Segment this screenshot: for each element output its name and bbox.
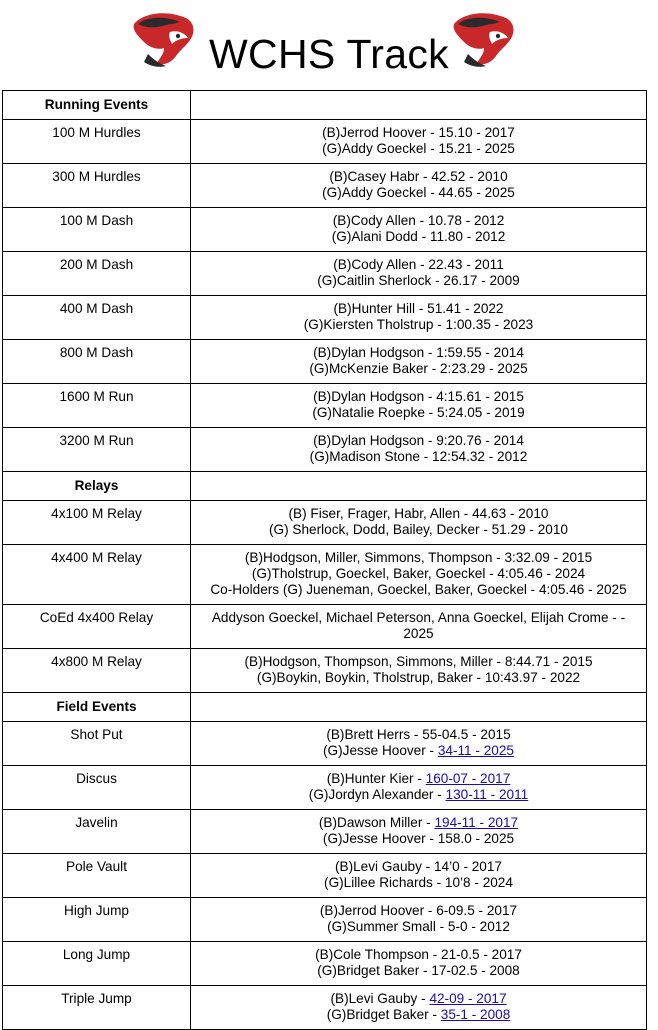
record-text: (G)Natalie Roepke - 5:24.05 - 2019 [312, 405, 525, 420]
record-line [195, 522, 642, 538]
record-line [195, 169, 642, 185]
record-text: Addyson Goeckel, Michael Peterson, Anna Goeckel, Elijah Crome - - [211, 610, 626, 625]
event-name: 400 M Dash [3, 296, 191, 340]
section-header-row [3, 91, 647, 120]
record-cell [191, 942, 647, 986]
record-line [195, 213, 642, 229]
record-line [195, 361, 642, 377]
record-cell [191, 208, 647, 252]
record-cell [191, 898, 647, 942]
event-name: 100 M Dash [3, 208, 191, 252]
record-line [195, 185, 642, 201]
section-title: Running Events [3, 91, 191, 120]
records-table-body [3, 91, 647, 1030]
section-header-row [3, 693, 647, 722]
record-line [195, 903, 642, 919]
record-mark-link[interactable]: 194-11 - 2017 [434, 815, 519, 830]
record-cell [191, 605, 647, 649]
record-cell [191, 120, 647, 164]
table-row [3, 164, 647, 208]
record-line [195, 273, 642, 289]
table-row [3, 501, 647, 545]
event-name: 4x800 M Relay [3, 649, 191, 693]
table-row [3, 766, 647, 810]
record-text: (G)Boykin, Boykin, Tholstrup, Baker - 10:43.97 - 2022 [256, 670, 581, 685]
record-line [195, 125, 642, 141]
table-row [3, 208, 647, 252]
record-line [195, 963, 642, 979]
record-cell [191, 428, 647, 472]
record-text: (B)Brett Herrs - 55-04.5 - 2015 [326, 727, 511, 742]
record-line [195, 727, 642, 743]
record-text: (B)Casey Habr - 42.52 - 2010 [329, 169, 508, 184]
event-name: 4x100 M Relay [3, 501, 191, 545]
record-text: (B)Hodgson, Thompson, Simmons, Miller - 8:44.71 - 2015 [244, 654, 593, 669]
record-line [195, 229, 642, 245]
record-line [195, 771, 642, 787]
event-name: 100 M Hurdles [3, 120, 191, 164]
record-cell [191, 545, 647, 605]
record-line [195, 389, 642, 405]
record-line [195, 141, 642, 157]
table-row [3, 898, 647, 942]
record-text: (G)Bridget Baker - [326, 1007, 441, 1022]
event-name: Long Jump [3, 942, 191, 986]
record-text: 2025 [403, 626, 434, 641]
table-row [3, 296, 647, 340]
record-line [195, 317, 642, 333]
record-text: (B)Dawson Miller - [318, 815, 435, 830]
record-line [195, 550, 642, 566]
table-row [3, 384, 647, 428]
table-row [3, 722, 647, 766]
record-text: (B)Hunter Kier - [326, 771, 426, 786]
record-line [195, 626, 642, 642]
record-line [195, 743, 642, 759]
record-line [195, 257, 642, 273]
record-cell [191, 810, 647, 854]
record-mark-link[interactable]: 160-07 - 2017 [425, 771, 511, 786]
record-text: (B)Levi Gauby - [330, 991, 430, 1006]
record-cell [191, 164, 647, 208]
table-row [3, 340, 647, 384]
record-text: (B)Hunter Hill - 51.41 - 2022 [333, 301, 504, 316]
record-text: (B)Cody Allen - 10.78 - 2012 [332, 213, 505, 228]
record-text: (G)Addy Goeckel - 15.21 - 2025 [322, 141, 515, 156]
page-header [0, 0, 658, 90]
record-line [195, 670, 642, 686]
hawk-mascot-icon [450, 10, 518, 68]
record-text: (B)Hodgson, Miller, Simmons, Thompson - 3:32.09 - 2015 [244, 550, 593, 565]
record-line [195, 433, 642, 449]
record-line [195, 947, 642, 963]
record-text: (G) Sherlock, Dodd, Bailey, Decker - 51.29 - 2010 [269, 522, 568, 537]
record-text: (G)Addy Goeckel - 44.65 - 2025 [322, 185, 515, 200]
record-line [195, 405, 642, 421]
record-line [195, 345, 642, 361]
section-title: Field Events [3, 693, 191, 722]
record-cell [191, 501, 647, 545]
records-table [2, 90, 647, 1030]
record-text: (G)Alani Dodd - 11.80 - 2012 [331, 229, 506, 244]
record-text: (G)Lillee Richards - 10’8 - 2024 [324, 875, 513, 890]
record-text: (G)Bridget Baker - 17-02.5 - 2008 [317, 963, 520, 978]
record-text: (B)Cody Allen - 22.43 - 2011 [333, 257, 504, 272]
record-line [195, 919, 642, 935]
record-line [195, 1007, 642, 1023]
record-cell [191, 296, 647, 340]
event-name: 1600 M Run [3, 384, 191, 428]
record-line [195, 566, 642, 582]
record-text: (G)Jesse Hoover - 158.0 - 2025 [322, 831, 515, 846]
table-row [3, 810, 647, 854]
record-text: (G)Tholstrup, Goeckel, Baker, Goeckel - 4:05.46 - 2024 [251, 566, 586, 581]
section-header-row [3, 472, 647, 501]
record-text: (B)Cole Thompson - 21-0.5 - 2017 [315, 947, 522, 962]
record-line [195, 991, 642, 1007]
section-blank-cell [191, 472, 647, 501]
record-line [195, 301, 642, 317]
event-name: 800 M Dash [3, 340, 191, 384]
record-text: (B)Dylan Hodgson - 9:20.76 - 2014 [313, 433, 524, 448]
section-title: Relays [3, 472, 191, 501]
record-text: (G)Caitlin Sherlock - 26.17 - 2009 [317, 273, 520, 288]
record-cell [191, 722, 647, 766]
table-row [3, 854, 647, 898]
record-cell [191, 649, 647, 693]
record-line [195, 875, 642, 891]
record-text: (G)Jesse Hoover - [323, 743, 438, 758]
record-text: Co-Holders (G) Jueneman, Goeckel, Baker, Goeckel - 4:05.46 - 2025 [210, 582, 627, 597]
record-line [195, 654, 642, 670]
record-mark-link[interactable]: 42-09 - 2017 [429, 991, 507, 1006]
event-name: Discus [3, 766, 191, 810]
record-cell [191, 384, 647, 428]
record-cell [191, 340, 647, 384]
record-text: (G)Summer Small - 5-0 - 2012 [327, 919, 510, 934]
record-text: (B)Jerrod Hoover - 6-09.5 - 2017 [319, 903, 518, 918]
page-title: WCHS Track [209, 31, 449, 77]
record-text: (B) Fiser, Frager, Habr, Allen - 44.63 - 2010 [288, 506, 549, 521]
record-line [195, 582, 642, 598]
record-text: (B)Levi Gauby - 14’0 - 2017 [335, 859, 502, 874]
section-blank-cell [191, 693, 647, 722]
table-row [3, 120, 647, 164]
section-blank-cell [191, 91, 647, 120]
record-line [195, 610, 642, 626]
record-line [195, 859, 642, 875]
event-name: Triple Jump [3, 986, 191, 1030]
event-name: CoEd 4x400 Relay [3, 605, 191, 649]
record-text: (B)Dylan Hodgson - 4:15.61 - 2015 [313, 389, 524, 404]
table-row [3, 605, 647, 649]
table-row [3, 545, 647, 605]
record-line [195, 831, 642, 847]
record-cell [191, 854, 647, 898]
event-name: High Jump [3, 898, 191, 942]
table-row [3, 986, 647, 1030]
event-name: 200 M Dash [3, 252, 191, 296]
record-text: (G)McKenzie Baker - 2:23.29 - 2025 [309, 361, 528, 376]
record-cell [191, 766, 647, 810]
table-row [3, 942, 647, 986]
record-mark-link[interactable]: 35-1 - 2008 [440, 1007, 511, 1022]
table-row [3, 252, 647, 296]
event-name: 3200 M Run [3, 428, 191, 472]
table-row [3, 428, 647, 472]
record-text: (G)Madison Stone - 12:54.32 - 2012 [309, 449, 528, 464]
record-line [195, 506, 642, 522]
record-line [195, 787, 642, 803]
record-text: (G)Kiersten Tholstrup - 1:00.35 - 2023 [303, 317, 534, 332]
event-name: Javelin [3, 810, 191, 854]
record-cell [191, 986, 647, 1030]
table-row [3, 649, 647, 693]
event-name: 4x400 M Relay [3, 545, 191, 605]
record-mark-link[interactable]: 34-11 - 2025 [437, 743, 514, 758]
record-text: (B)Jerrod Hoover - 15.10 - 2017 [322, 125, 515, 140]
record-cell [191, 252, 647, 296]
record-text: (B)Dylan Hodgson - 1:59.55 - 2014 [313, 345, 524, 360]
record-text: (G)Jordyn Alexander - [308, 787, 446, 802]
record-mark-link[interactable]: 130-11 - 2011 [445, 787, 529, 802]
event-name: Pole Vault [3, 854, 191, 898]
event-name: Shot Put [3, 722, 191, 766]
event-name: 300 M Hurdles [3, 164, 191, 208]
record-line [195, 449, 642, 465]
record-line [195, 815, 642, 831]
